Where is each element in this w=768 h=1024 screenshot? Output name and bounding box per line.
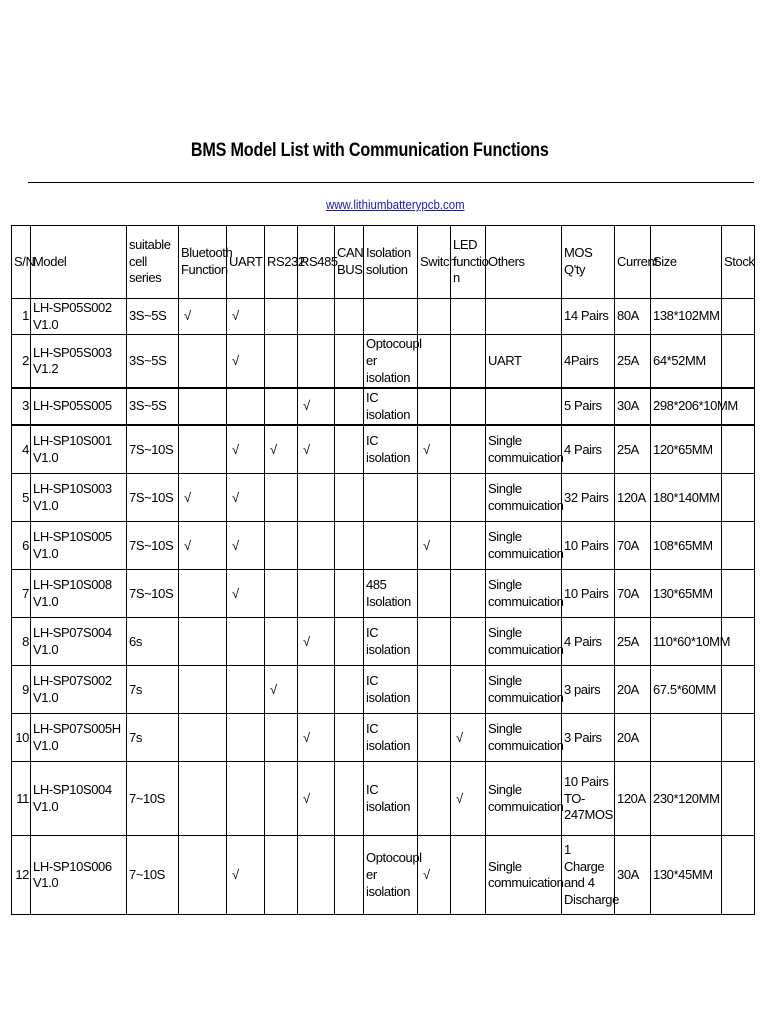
- cell-others: [486, 299, 562, 335]
- table-row: [12, 425, 755, 474]
- cell-model: LH-SP05S002 V1.0: [31, 299, 127, 335]
- cell-rs485: √: [298, 618, 335, 666]
- cell-isolation: 485 Isolation: [364, 570, 418, 618]
- title-divider: [28, 182, 754, 183]
- cell-bluetooth: [179, 425, 227, 474]
- cell-size: [651, 714, 722, 762]
- table-body: [12, 299, 755, 915]
- cell-can: [335, 388, 364, 425]
- cell-isolation: Optocoupl er isolation: [364, 335, 418, 388]
- cell-cell-series: 3S~5S: [127, 388, 179, 425]
- cell-led: √: [451, 714, 486, 762]
- table-header-row: [12, 226, 755, 299]
- cell-isolation: [364, 522, 418, 570]
- header-model: Model: [31, 226, 127, 299]
- header-isolation: Isolation solution: [364, 226, 418, 299]
- cell-current: 30A: [615, 388, 651, 425]
- header-sn: S/N: [12, 226, 31, 299]
- cell-stock: [722, 714, 755, 762]
- cell-size: 110*60*10MM: [651, 618, 722, 666]
- cell-uart: √: [227, 522, 265, 570]
- cell-sn: 5: [12, 474, 31, 522]
- cell-model: LH-SP07S005H V1.0: [31, 714, 127, 762]
- cell-stock: [722, 762, 755, 836]
- cell-uart: [227, 714, 265, 762]
- cell-isolation: Optocoupl er isolation: [364, 836, 418, 915]
- cell-switch: √: [418, 522, 451, 570]
- cell-sn: 4: [12, 425, 31, 474]
- cell-bluetooth: [179, 335, 227, 388]
- cell-size: 180*140MM: [651, 474, 722, 522]
- table-row: [12, 522, 755, 570]
- cell-isolation: IC isolation: [364, 618, 418, 666]
- cell-led: [451, 570, 486, 618]
- cell-current: 30A: [615, 836, 651, 915]
- cell-mos: 10 Pairs: [562, 570, 615, 618]
- cell-can: [335, 299, 364, 335]
- cell-rs232: √: [265, 425, 298, 474]
- cell-led: [451, 618, 486, 666]
- table-row: [12, 714, 755, 762]
- cell-sn: 8: [12, 618, 31, 666]
- cell-model: LH-SP07S002 V1.0: [31, 666, 127, 714]
- cell-isolation: [364, 474, 418, 522]
- cell-uart: √: [227, 335, 265, 388]
- cell-rs232: [265, 299, 298, 335]
- cell-switch: [418, 388, 451, 425]
- cell-model: LH-SP05S003 V1.2: [31, 335, 127, 388]
- cell-rs232: [265, 836, 298, 915]
- cell-current: 80A: [615, 299, 651, 335]
- cell-mos: 3 Pairs: [562, 714, 615, 762]
- cell-current: 25A: [615, 335, 651, 388]
- cell-uart: [227, 388, 265, 425]
- cell-stock: [722, 836, 755, 915]
- cell-led: [451, 388, 486, 425]
- cell-model: LH-SP05S005: [31, 388, 127, 425]
- cell-uart: √: [227, 474, 265, 522]
- cell-others: Single commuication: [486, 618, 562, 666]
- table-row: [12, 570, 755, 618]
- cell-sn: 7: [12, 570, 31, 618]
- cell-bluetooth: [179, 836, 227, 915]
- cell-cell-series: 7s: [127, 666, 179, 714]
- cell-stock: [722, 335, 755, 388]
- header-switch: Switch: [418, 226, 451, 299]
- cell-cell-series: 7S~10S: [127, 425, 179, 474]
- cell-others: Single commuication: [486, 522, 562, 570]
- cell-rs232: [265, 762, 298, 836]
- cell-led: [451, 335, 486, 388]
- cell-rs232: [265, 474, 298, 522]
- cell-others: UART: [486, 335, 562, 388]
- cell-can: [335, 762, 364, 836]
- cell-can: [335, 618, 364, 666]
- cell-isolation: IC isolation: [364, 714, 418, 762]
- header-mos-qty: MOS Q'ty: [562, 226, 615, 299]
- cell-mos: 10 Pairs TO- 247MOS: [562, 762, 615, 836]
- cell-others: [486, 388, 562, 425]
- cell-size: 138*102MM: [651, 299, 722, 335]
- cell-size: 130*45MM: [651, 836, 722, 915]
- cell-switch: [418, 618, 451, 666]
- table-row: [12, 299, 755, 335]
- table-row: [12, 388, 755, 425]
- cell-cell-series: 3S~5S: [127, 335, 179, 388]
- cell-model: LH-SP10S001 V1.0: [31, 425, 127, 474]
- header-others: Others: [486, 226, 562, 299]
- cell-uart: √: [227, 299, 265, 335]
- cell-mos: 32 Pairs: [562, 474, 615, 522]
- cell-bluetooth: [179, 666, 227, 714]
- table-row: [12, 618, 755, 666]
- cell-rs485: [298, 522, 335, 570]
- table-row: [12, 666, 755, 714]
- cell-stock: [722, 522, 755, 570]
- header-can-bus: CAN BUS: [335, 226, 364, 299]
- cell-stock: [722, 474, 755, 522]
- cell-model: LH-SP07S004 V1.0: [31, 618, 127, 666]
- table-row: [12, 762, 755, 836]
- cell-cell-series: 7S~10S: [127, 522, 179, 570]
- cell-uart: √: [227, 570, 265, 618]
- cell-size: 64*52MM: [651, 335, 722, 388]
- header-rs232: RS232: [265, 226, 298, 299]
- cell-cell-series: 7S~10S: [127, 474, 179, 522]
- header-current: Current: [615, 226, 651, 299]
- cell-cell-series: 7s: [127, 714, 179, 762]
- header-size: Size: [651, 226, 722, 299]
- cell-can: [335, 836, 364, 915]
- cell-mos: 4 Pairs: [562, 618, 615, 666]
- cell-rs232: [265, 618, 298, 666]
- cell-mos: 3 pairs: [562, 666, 615, 714]
- cell-stock: [722, 425, 755, 474]
- header-stock: Stock: [722, 226, 755, 299]
- cell-switch: [418, 714, 451, 762]
- cell-can: [335, 714, 364, 762]
- cell-current: 70A: [615, 522, 651, 570]
- cell-led: [451, 474, 486, 522]
- cell-bluetooth: [179, 388, 227, 425]
- cell-switch: [418, 474, 451, 522]
- cell-rs232: √: [265, 666, 298, 714]
- cell-led: [451, 425, 486, 474]
- cell-size: 298*206*10MM: [651, 388, 722, 425]
- cell-mos: 4Pairs: [562, 335, 615, 388]
- cell-size: 120*65MM: [651, 425, 722, 474]
- cell-led: [451, 836, 486, 915]
- cell-switch: [418, 299, 451, 335]
- cell-isolation: IC isolation: [364, 388, 418, 425]
- cell-rs232: [265, 570, 298, 618]
- cell-switch: [418, 762, 451, 836]
- cell-size: 108*65MM: [651, 522, 722, 570]
- table-row: [12, 836, 755, 915]
- cell-rs232: [265, 522, 298, 570]
- cell-can: [335, 425, 364, 474]
- cell-sn: 1: [12, 299, 31, 335]
- page-title: BMS Model List with Communication Functions: [190, 140, 549, 161]
- cell-rs485: [298, 836, 335, 915]
- cell-can: [335, 335, 364, 388]
- cell-current: 70A: [615, 570, 651, 618]
- table-row: [12, 335, 755, 388]
- cell-size: 230*120MM: [651, 762, 722, 836]
- cell-cell-series: 6s: [127, 618, 179, 666]
- cell-mos: 4 Pairs: [562, 425, 615, 474]
- cell-sn: 2: [12, 335, 31, 388]
- cell-bluetooth: [179, 618, 227, 666]
- cell-rs232: [265, 714, 298, 762]
- cell-rs485: [298, 474, 335, 522]
- cell-led: [451, 522, 486, 570]
- cell-stock: [722, 299, 755, 335]
- cell-uart: [227, 666, 265, 714]
- cell-stock: [722, 666, 755, 714]
- cell-sn: 11: [12, 762, 31, 836]
- cell-switch: [418, 666, 451, 714]
- cell-rs485: √: [298, 388, 335, 425]
- cell-size: 130*65MM: [651, 570, 722, 618]
- cell-isolation: [364, 299, 418, 335]
- cell-model: LH-SP10S003 V1.0: [31, 474, 127, 522]
- cell-isolation: IC isolation: [364, 425, 418, 474]
- cell-bluetooth: [179, 762, 227, 836]
- cell-isolation: IC isolation: [364, 666, 418, 714]
- table-row: [12, 474, 755, 522]
- cell-cell-series: 7S~10S: [127, 570, 179, 618]
- cell-switch: [418, 335, 451, 388]
- cell-uart: [227, 762, 265, 836]
- cell-cell-series: 7~10S: [127, 836, 179, 915]
- cell-sn: 6: [12, 522, 31, 570]
- bms-model-table: [11, 225, 755, 915]
- cell-sn: 10: [12, 714, 31, 762]
- cell-current: 20A: [615, 666, 651, 714]
- cell-current: 25A: [615, 425, 651, 474]
- cell-sn: 9: [12, 666, 31, 714]
- cell-bluetooth: [179, 570, 227, 618]
- cell-switch: [418, 570, 451, 618]
- cell-rs485: √: [298, 714, 335, 762]
- cell-rs485: [298, 570, 335, 618]
- cell-led: √: [451, 762, 486, 836]
- cell-mos: 14 Pairs: [562, 299, 615, 335]
- cell-led: [451, 299, 486, 335]
- cell-can: [335, 474, 364, 522]
- cell-rs485: √: [298, 762, 335, 836]
- cell-others: Single commuication: [486, 714, 562, 762]
- cell-current: 120A: [615, 474, 651, 522]
- cell-sn: 3: [12, 388, 31, 425]
- cell-mos: 1 Charge and 4 Discharge: [562, 836, 615, 915]
- cell-size: 67.5*60MM: [651, 666, 722, 714]
- cell-bluetooth: √: [179, 522, 227, 570]
- cell-model: LH-SP10S006 V1.0: [31, 836, 127, 915]
- cell-others: Single commuication: [486, 474, 562, 522]
- header-uart: UART: [227, 226, 265, 299]
- header-rs485: RS485: [298, 226, 335, 299]
- cell-uart: √: [227, 836, 265, 915]
- cell-mos: 5 Pairs: [562, 388, 615, 425]
- cell-rs232: [265, 388, 298, 425]
- cell-current: 25A: [615, 618, 651, 666]
- cell-others: Single commuication: [486, 425, 562, 474]
- cell-isolation: IC isolation: [364, 762, 418, 836]
- cell-rs232: [265, 335, 298, 388]
- cell-model: LH-SP10S008 V1.0: [31, 570, 127, 618]
- cell-rs485: [298, 335, 335, 388]
- cell-cell-series: 3S~5S: [127, 299, 179, 335]
- cell-rs485: [298, 666, 335, 714]
- cell-model: LH-SP10S004 V1.0: [31, 762, 127, 836]
- cell-stock: [722, 570, 755, 618]
- cell-switch: √: [418, 425, 451, 474]
- header-led: LED functio n: [451, 226, 486, 299]
- website-link[interactable]: www.lithiumbatterypcb.com: [326, 197, 465, 212]
- cell-current: 120A: [615, 762, 651, 836]
- cell-cell-series: 7~10S: [127, 762, 179, 836]
- cell-can: [335, 570, 364, 618]
- cell-uart: √: [227, 425, 265, 474]
- cell-others: Single commuication: [486, 570, 562, 618]
- cell-bluetooth: √: [179, 474, 227, 522]
- header-bluetooth: Bluetooth Function: [179, 226, 227, 299]
- cell-mos: 10 Pairs: [562, 522, 615, 570]
- cell-current: 20A: [615, 714, 651, 762]
- cell-rs485: √: [298, 425, 335, 474]
- cell-bluetooth: √: [179, 299, 227, 335]
- cell-led: [451, 666, 486, 714]
- cell-others: Single commuication: [486, 666, 562, 714]
- header-cell-series: suitable cell series: [127, 226, 179, 299]
- cell-others: Single commuication: [486, 836, 562, 915]
- cell-can: [335, 666, 364, 714]
- cell-switch: √: [418, 836, 451, 915]
- cell-others: Single commuication: [486, 762, 562, 836]
- cell-sn: 12: [12, 836, 31, 915]
- cell-model: LH-SP10S005 V1.0: [31, 522, 127, 570]
- cell-uart: [227, 618, 265, 666]
- cell-rs485: [298, 299, 335, 335]
- cell-can: [335, 522, 364, 570]
- cell-bluetooth: [179, 714, 227, 762]
